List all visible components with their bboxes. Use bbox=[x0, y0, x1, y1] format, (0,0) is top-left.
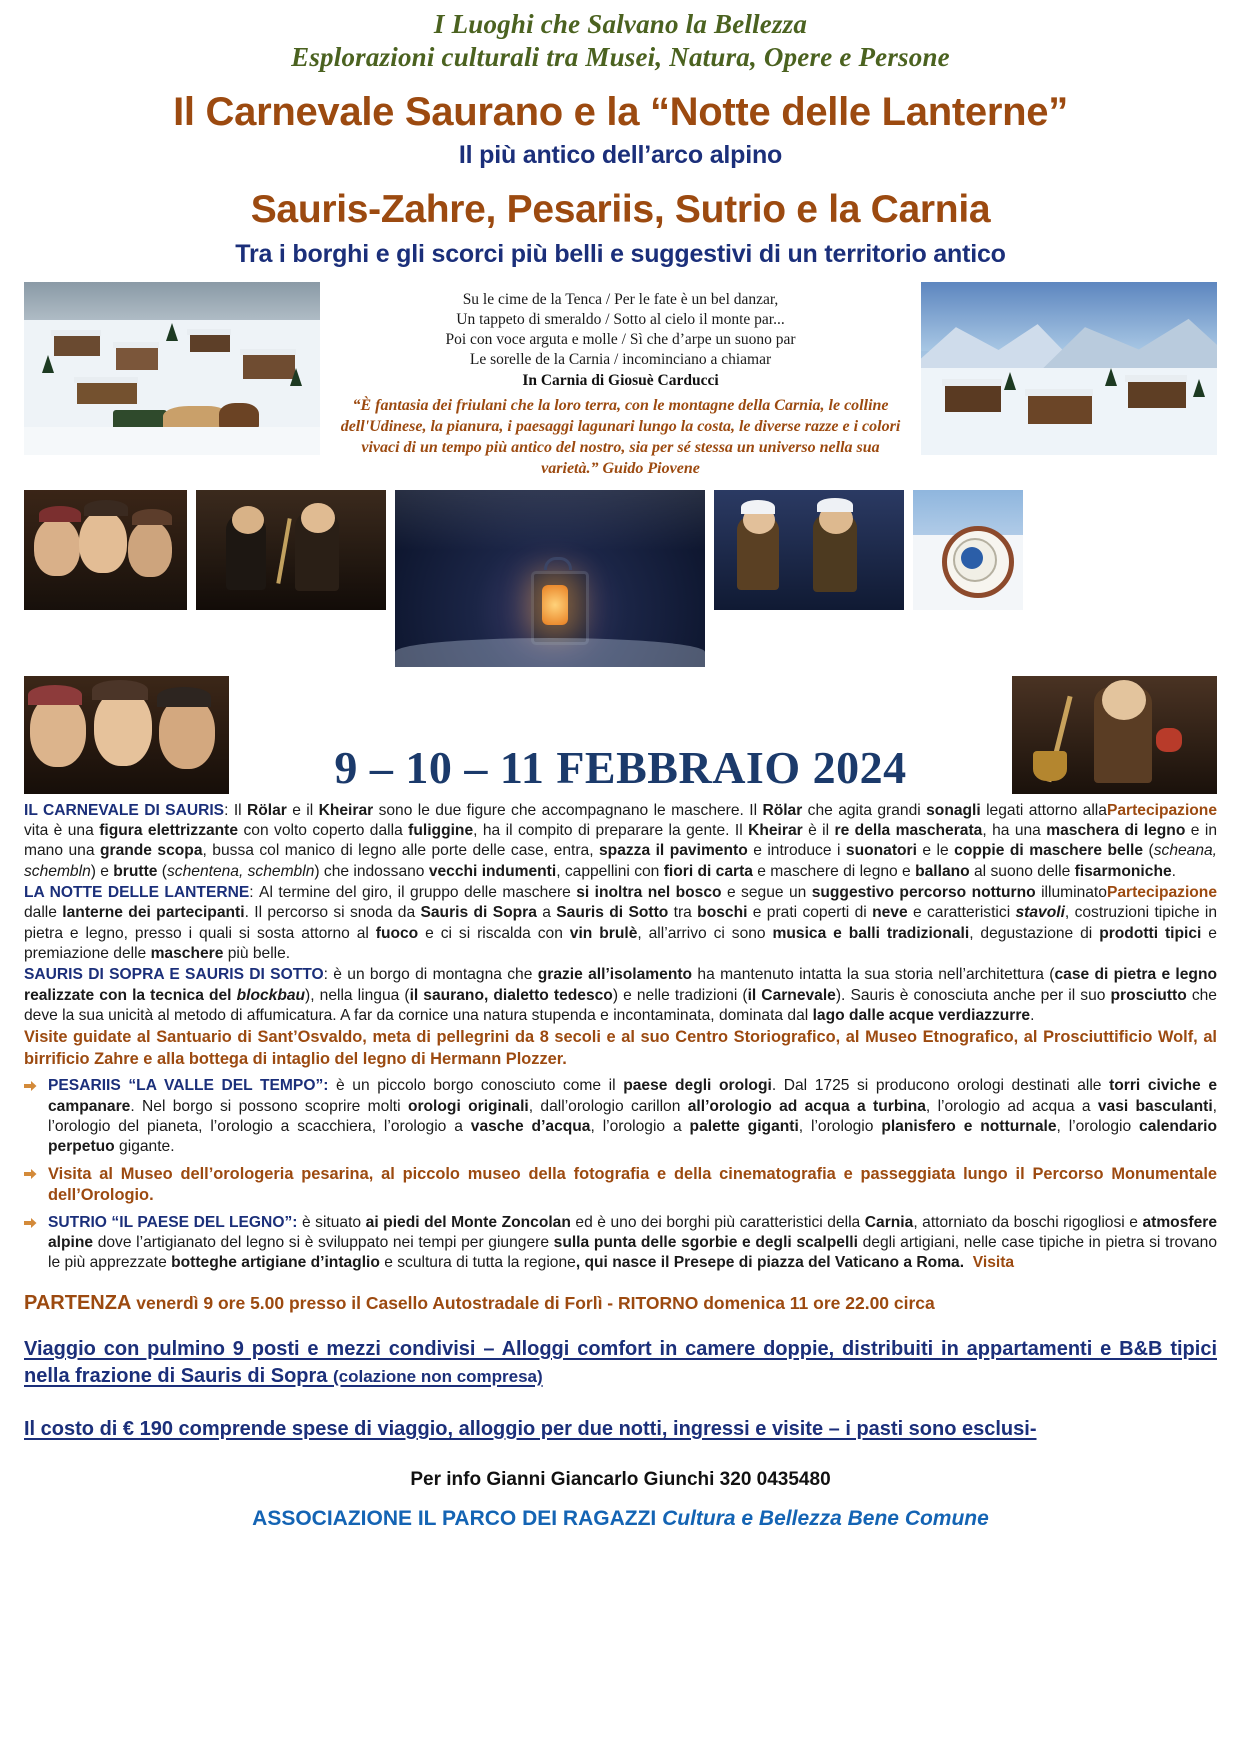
poem-line-3: Poi con voce arguta e molle / Sì che d’arpe un suono par bbox=[445, 331, 796, 349]
section-carnevale-sep: : bbox=[224, 801, 234, 819]
piovene-quote-text: “È fantasia dei friulani che la loro terra, con le montagne della Carnia, le colline dell'Udinese, la pianura, i paesaggi lagunari lungo la costa, le diverse razze e i colori vivaci di un tempo più antico del nostro, sia per sé stessa un universo nella sua varietà.” bbox=[340, 397, 901, 477]
kicker-line-2: Esplorazioni culturali tra Musei, Natura, Opere e Persone bbox=[291, 41, 950, 72]
kicker-line-1: I Luoghi che Salvano la Bellezza bbox=[433, 9, 808, 39]
arrow-bullet-icon bbox=[24, 1080, 40, 1097]
viaggio-main: Viaggio con pulmino 9 posti e mezzi condivisi – Alloggi comfort in camere doppie, distribuiti in appartamenti e B&B tipici nella frazione di Sauris di Sopra bbox=[24, 1337, 1217, 1387]
arrow-bullet-icon bbox=[24, 1217, 40, 1234]
photo-pesariis-clock bbox=[913, 490, 1023, 610]
event-date-box bbox=[238, 676, 1003, 794]
section-pesariis-lead: PESARIIS “LA VALLE DEL TEMPO”: bbox=[48, 1077, 329, 1095]
photo-row-middle bbox=[24, 490, 1217, 667]
page-subtitle: Il più antico dell’arco alpino bbox=[458, 140, 783, 169]
section-lanterne-body: Al termine del giro, il gruppo delle maschere si inoltra nel bosco e segue un suggestivo percorso notturno illuminato dalle lanterne dei partecipanti. Il percorso si snoda da Sauris di Sopra a Sauris di Sotto tra boschi e prati coperti di neve e caratteristici stavoli, costruzioni tipiche in pietra e legno, presso i quali si sosta attorno al fuoco e ci si riscalda con vin brulè, all’arrivo ci sono musica e balli tradizionali, degustazione di prodotti tipici e premiazione delle maschere più belle. bbox=[24, 884, 1217, 963]
places-subtitle: Tra i borghi e gli scorci più belli e suggestivi di un territorio antico bbox=[235, 239, 1006, 268]
photo-quote-band bbox=[24, 282, 1217, 480]
photo-snowy-mountain-village bbox=[921, 282, 1217, 455]
section-pesariis bbox=[24, 1076, 1217, 1157]
section-sutrio-lead: SUTRIO “IL PAESE DEL LEGNO”: bbox=[48, 1213, 298, 1231]
association-line bbox=[24, 1505, 1217, 1532]
event-date: 9 – 10 – 11 FEBBRAIO 2024 bbox=[334, 741, 907, 793]
section-sauris-highlight: Visite guidate al Santuario di Sant’Osvaldo, meta di pellegrini da 8 secoli e al suo Centro Storiografico, al Museo Etnografico, al Prosciuttificio Wolf, al birrificio Zahre e alla bottega di intaglio del legno di Hermann Plozzer. bbox=[24, 1028, 1217, 1068]
photo-carnival-masks-wooden bbox=[24, 490, 187, 610]
poem-line-2: Un tappeto di smeraldo / Sotto al cielo il monte par... bbox=[456, 311, 785, 329]
section-pesariis-body: è un piccolo borgo conosciuto come il paese degli orologi. Dal 1725 si producono orologi destinati alle torri civiche e campanare. Nel borgo si possono scoprire molti orologi originali, dall’orologio carillon all’orologio ad acqua a turbina, l’orologio ad acqua a vasi basculanti, l’orologio del pianeta, l’orologio a scacchiera, l’orologio a vasche d’acqua, l’orologio a palette giganti, l’orologio planisfero e notturnale, l’orologio calendario perpetuo gigante. bbox=[48, 1077, 1218, 1156]
section-carnevale-lead: IL CARNEVALE DI SAURIS bbox=[24, 801, 225, 819]
association-name: ASSOCIAZIONE IL PARCO DEI RAGAZZI bbox=[252, 1506, 663, 1530]
photo-lantern-in-snow bbox=[395, 490, 705, 667]
viaggio-note: (colazione non compresa) bbox=[332, 1366, 543, 1386]
photo-kheirar-broom-snow bbox=[1012, 676, 1217, 794]
section-lanterne-lead: LA NOTTE DELLE LANTERNE bbox=[24, 884, 250, 901]
piovene-quote bbox=[334, 396, 907, 479]
section-visita-museo bbox=[24, 1164, 1217, 1207]
poem-attribution: In Carnia di Giosuè Carducci bbox=[522, 372, 719, 390]
photo-three-old-masks bbox=[24, 676, 229, 794]
poster-body bbox=[24, 801, 1217, 1532]
section-sutrio-body: è situato ai piedi del Monte Zoncolan ed è uno dei borghi più caratteristici della Carnia, attorniato da boschi rigogliosi e atmosfere alpine dove l’artigianato del legno si è sviluppato nei tempi per giungere sulla punta delle sgorbie e degli scalpelli degli artigiani, nelle case tipiche in pietra si trovano le più apprezzate botteghe artigiane d’intaglio e scultura di tutta la regione, qui nasce il Presepe di piazza del Vaticano a Roma. bbox=[48, 1213, 1218, 1272]
photo-kheirar-rolar-figures bbox=[196, 490, 386, 610]
partenza-line bbox=[24, 1290, 1217, 1316]
section-sauris-sep: : bbox=[323, 966, 334, 984]
section-lanterne-sep: : bbox=[249, 884, 260, 901]
poem-line-4: Le sorelle de la Carnia / incominciano a chiamar bbox=[469, 351, 772, 369]
section-sutrio bbox=[24, 1213, 1217, 1274]
photo-sauris-village-sleigh bbox=[24, 282, 320, 455]
viaggio-info bbox=[24, 1336, 1217, 1390]
places-title: Sauris-Zahre, Pesariis, Sutrio e la Carnia bbox=[250, 187, 991, 231]
quote-column bbox=[328, 282, 913, 480]
section-carnevale bbox=[24, 801, 1217, 882]
section-sauris-lead: SAURIS DI SOPRA E SAURIS DI SOTTO bbox=[24, 966, 324, 984]
section-carnevale-body: Il Rölar e il Kheirar sono le due figure che accompagnano le maschere. Il Rölar che agita grandi sonagli legati attorno alla vita è una figura elettrizzante con volto coperto dalla fuliggine, ha il compito di preparare la gente. Il Kheirar è il re della mascherata, ha una maschera di legno e in mano una grande scopa, bussa col manico di legno alle porte delle case, entra, spazza il pavimento e introduce i suonatori e le coppie di maschere belle (scheana, schembln) e brutte (schentena, schembln) che indossano vecchi indumenti, cappellini con fiori di carta e maschere di legno e ballano al suono delle fisarmoniche. bbox=[24, 801, 1218, 880]
section-visita-museo-text: Visita al Museo dell’orologeria pesarina, al piccolo museo della fotografia e della cinematografia e passeggiata lungo il Percorso Monumentale dell’Orologio. bbox=[48, 1164, 1217, 1205]
photo-masked-dancers-night bbox=[714, 490, 904, 610]
costo-info: Il costo di € 190 comprende spese di viaggio, alloggio per due notti, ingressi e visite – i pasti sono esclusi- bbox=[24, 1417, 1037, 1440]
partenza-label: PARTENZA bbox=[24, 1291, 132, 1314]
page-title: Il Carnevale Saurano e la “Notte delle Lanterne” bbox=[173, 89, 1068, 134]
association-tagline: Cultura e Bellezza Bene Comune bbox=[662, 1506, 989, 1530]
section-lanterne-tail: Partecipazione bbox=[1106, 884, 1217, 901]
section-sauris bbox=[24, 965, 1217, 1026]
poem-line-1: Su le cime de la Tenca / Per le fate è un bel danzar, bbox=[462, 290, 779, 308]
contact-info: Per info Gianni Giancarlo Giunchi 320 0435480 bbox=[410, 1468, 831, 1490]
partenza-text: venerdì 9 ore 5.00 presso il Casello Autostradale di Forlì - RITORNO domenica 11 ore 22.00 circa bbox=[131, 1292, 935, 1313]
section-sutrio-tail: Visita bbox=[972, 1254, 1015, 1272]
section-lanterne bbox=[24, 883, 1217, 964]
date-band bbox=[24, 676, 1217, 794]
section-sauris-body: è un borgo di montagna che grazie all’isolamento ha mantenuto intatta la sua storia nell’architettura (case di pietra e legno realizzate con la tecnica del blockbau), nella lingua (il saurano, dialetto tedesco) e nelle tradizioni (il Carnevale). Sauris è conosciuta anche per il suo prosciutto che deve la sua unicità al metodo di affumicatura. A far da cornice una natura stupenda e incontaminata, dominata dal lago dalle acque verdiazzurre. bbox=[24, 966, 1218, 1025]
piovene-quote-author: Guido Piovene bbox=[602, 459, 700, 477]
arrow-bullet-icon bbox=[24, 1168, 40, 1185]
section-carnevale-tail: Partecipazione bbox=[1106, 801, 1217, 819]
poster-header bbox=[24, 0, 1217, 269]
